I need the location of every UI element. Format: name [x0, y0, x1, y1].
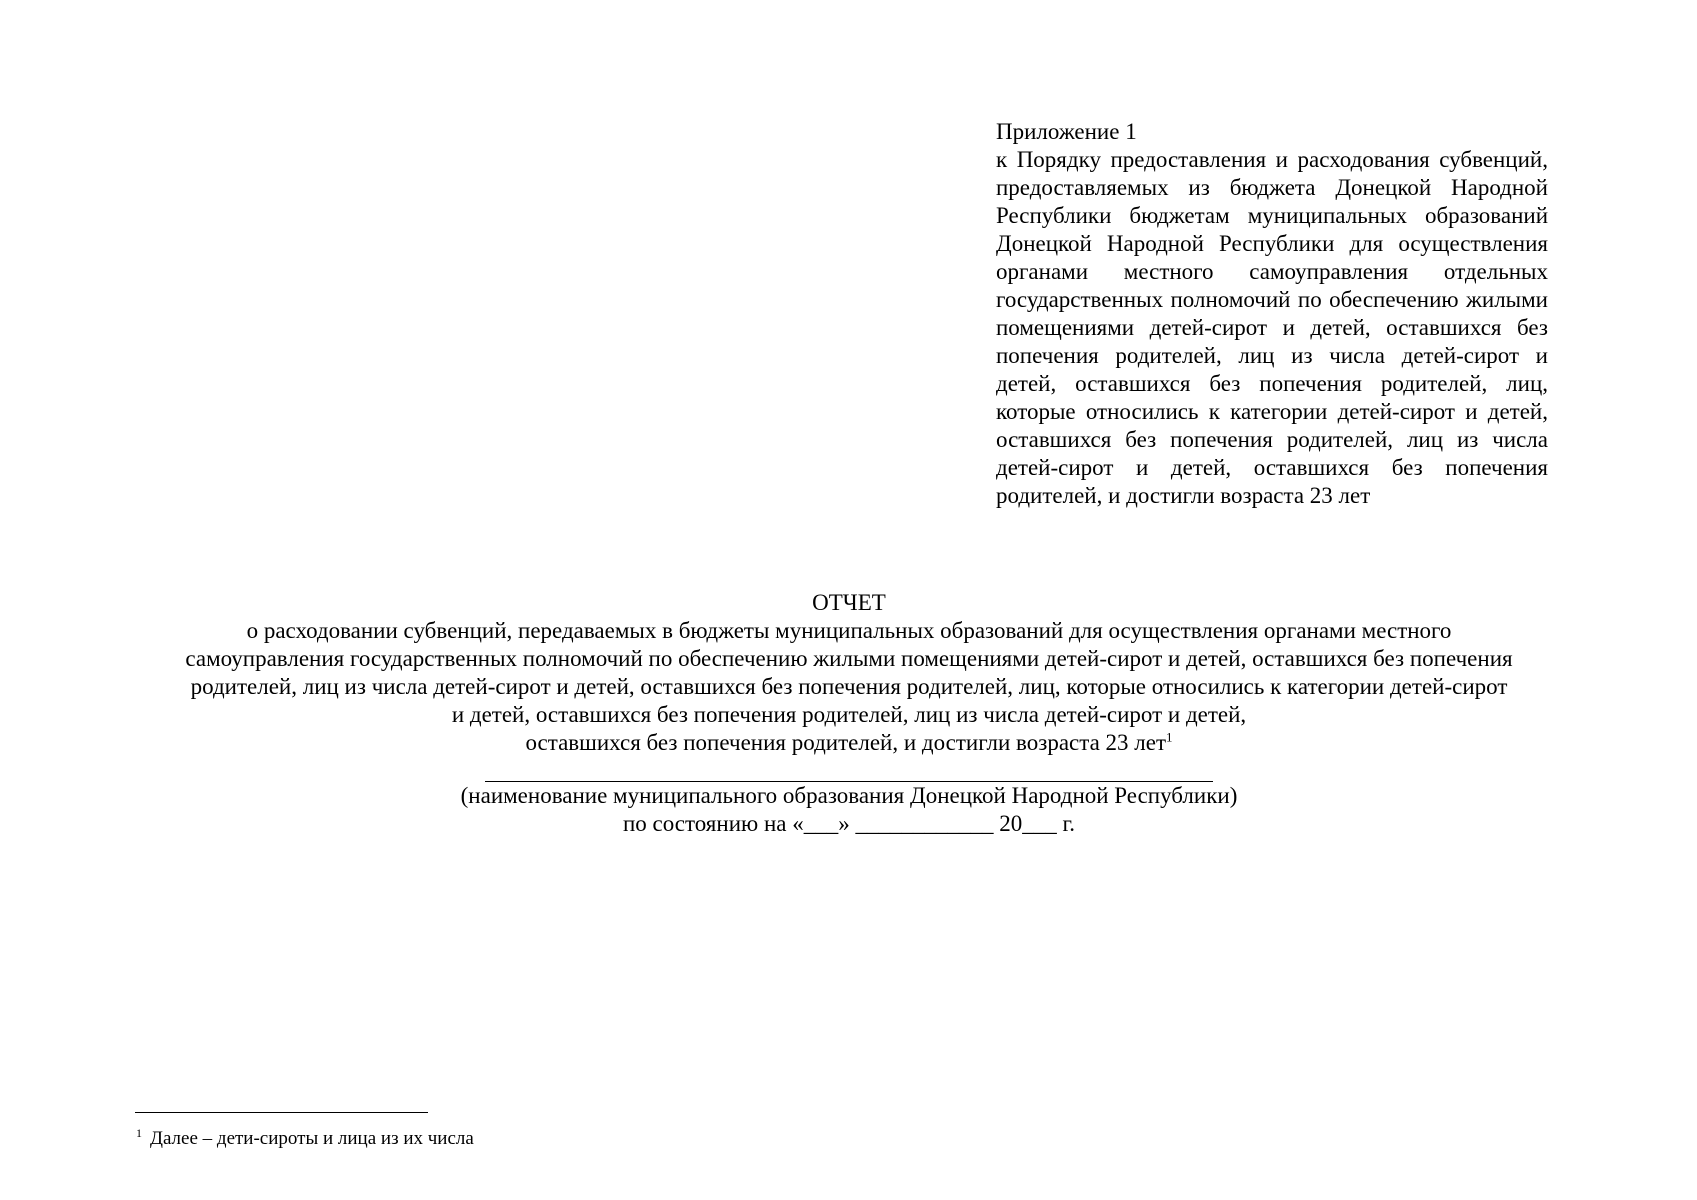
report-subtitle-text: оставшихся без попечения родителей, и достигли возраста 23 лет [525, 730, 1167, 755]
annex-body: к Порядку предоставления и расходования субвенций, предоставляемых из бюджета Донецкой Народной Республики бюджетам муниципальных образований Донецкой Народной Республики для осуществления органами местного самоуправления отдельных государственных полномочий по обеспечению жилыми помещениями детей-сирот и детей, оставшихся без попечения родителей, лиц из числа детей-сирот и детей, оставшихся без попечения родителей, лиц, которые относились к категории детей-сирот и детей, оставшихся без попечения родителей, лиц из числа детей-сирот и детей, оставшихся без попечения родителей, и достигли возраста 23 лет [996, 147, 1548, 508]
annex-title: Приложение 1 [996, 119, 1137, 144]
footnote-separator [135, 1112, 428, 1113]
date-line: по состоянию на «___» ____________ 20___ г. [622, 811, 1076, 836]
report-subtitle-line: самоуправления государственных полномочий по обеспечению жилыми помещениями детей-сирот и детей, оставшихся без попечения [185, 646, 1513, 671]
footnote-reference: 1 [1166, 729, 1173, 745]
report-subtitle-line: и детей, оставшихся без попечения родителей, лиц из числа детей-сирот и детей, [451, 702, 1247, 727]
report-title: ОТЧЕТ [812, 590, 886, 615]
municipality-caption: (наименование муниципального образования Донецкой Народной Республики) [460, 783, 1238, 808]
municipality-blank-line [485, 767, 1213, 782]
report-heading [130, 589, 1568, 838]
footnote-mark: 1 [136, 1125, 142, 1140]
report-subtitle-line: о расходовании субвенций, передаваемых в бюджеты муниципальных образований для осуществления органами местного [246, 618, 1452, 643]
footnote-text: Далее – дети-сироты и лица из их числа [150, 1128, 474, 1149]
annex-block [996, 118, 1548, 510]
report-subtitle-line-last [130, 729, 1568, 757]
footnote [136, 1125, 474, 1150]
report-subtitle-line: родителей, лиц из числа детей-сирот и детей, оставшихся без попечения родителей, лиц, которые относились к категории детей-сирот [190, 674, 1508, 699]
